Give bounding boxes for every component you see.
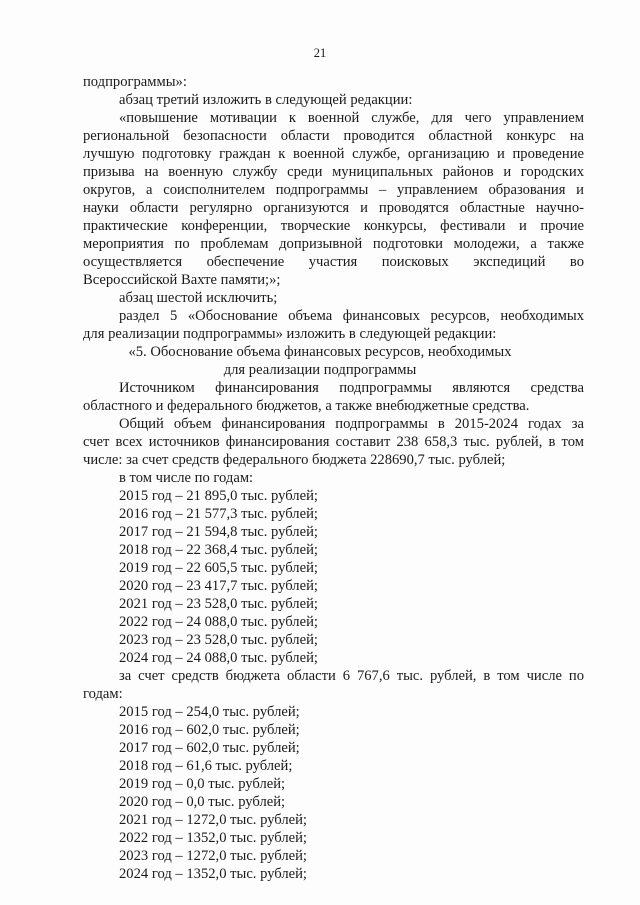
text-line: раздел 5 «Обоснование объема финансовых ресурсов, необходимых [119,308,584,324]
text-line: областного и федерального бюджетов, а также внебюджетные средства. [83,398,530,414]
list-item: 2017 год – 602,0 тыс. рублей; [119,740,300,756]
text-line: региональной безопасности области проводится областной конкурс на [83,128,584,144]
list-item: 2022 год – 1352,0 тыс. рублей; [119,830,307,846]
text-line: подпрограммы»: [83,74,187,90]
list-item: 2023 год – 23 528,0 тыс. рублей; [119,632,318,648]
list-item: 2019 год – 22 605,5 тыс. рублей; [119,560,318,576]
text-line: в том числе по годам: [119,470,254,486]
list-item: 2015 год – 254,0 тыс. рублей; [119,704,300,720]
list-item: 2015 год – 21 895,0 тыс. рублей; [119,488,318,504]
section-heading-line-1: «5. Обоснование объема финансовых ресурсов, необходимых [128,344,512,360]
text-line: счет всех источников финансирования составит 238 658,3 тыс. рублей, в том [83,434,584,450]
list-item: 2022 год – 24 088,0 тыс. рублей; [119,614,318,630]
text-line: призыва на военную службу среди муниципальных районов и городских [83,164,584,180]
text-line: годам: [83,686,123,702]
list-item: 2021 год – 23 528,0 тыс. рублей; [119,596,318,612]
list-item: 2016 год – 602,0 тыс. рублей; [119,722,300,738]
list-item: 2018 год – 61,6 тыс. рублей; [119,758,293,774]
list-item: 2024 год – 24 088,0 тыс. рублей; [119,650,318,666]
text-line: Общий объем финансирования подпрограммы в 2015-2024 годах за [119,416,584,432]
text-line: округов, а соисполнителем подпрограммы – управлением образования и [83,182,584,198]
text-line: Источником финансирования подпрограммы являются средства [119,380,584,396]
text-line: осуществляется обеспечение участия поисковых экспедиций во [83,254,584,270]
text-line: числе: за счет средств федерального бюджета 228690,7 тыс. рублей; [83,452,506,468]
list-item: 2018 год – 22 368,4 тыс. рублей; [119,542,318,558]
page-number: 21 [313,46,327,60]
list-item: 2021 год – 1272,0 тыс. рублей; [119,812,307,828]
list-item: 2020 год – 0,0 тыс. рублей; [119,794,286,810]
text-line: за счет средств бюджета области 6 767,6 тыс. рублей, в том числе по [119,668,584,684]
text-line: абзац третий изложить в следующей редакции: [119,92,413,108]
section-heading-line-2: для реализации подпрограммы [223,362,417,378]
text-line: Всероссийской Вахте памяти;»; [83,272,281,288]
text-line: практические конференции, творческие конкурсы, фестивали и прочие [83,218,584,234]
text-line: лучшую подготовку граждан к военной службе, организацию и проведение [83,146,584,162]
list-item: 2016 год – 21 577,3 тыс. рублей; [119,506,318,522]
list-item: 2023 год – 1272,0 тыс. рублей; [119,848,307,864]
text-line: мероприятия по проблемам допризывной подготовки молодежи, а также [83,236,584,252]
list-item: 2017 год – 21 594,8 тыс. рублей; [119,524,318,540]
text-line: для реализации подпрограммы» изложить в следующей редакции: [83,326,497,342]
list-item: 2024 год – 1352,0 тыс. рублей; [119,866,307,882]
list-item: 2019 год – 0,0 тыс. рублей; [119,776,286,792]
text-line: абзац шестой исключить; [119,290,278,306]
text-line: науки области регулярно организуются и проводятся областные научно- [83,200,584,216]
list-item: 2020 год – 23 417,7 тыс. рублей; [119,578,318,594]
text-line: «повышение мотивации к военной службе, для чего управлением [119,110,584,126]
